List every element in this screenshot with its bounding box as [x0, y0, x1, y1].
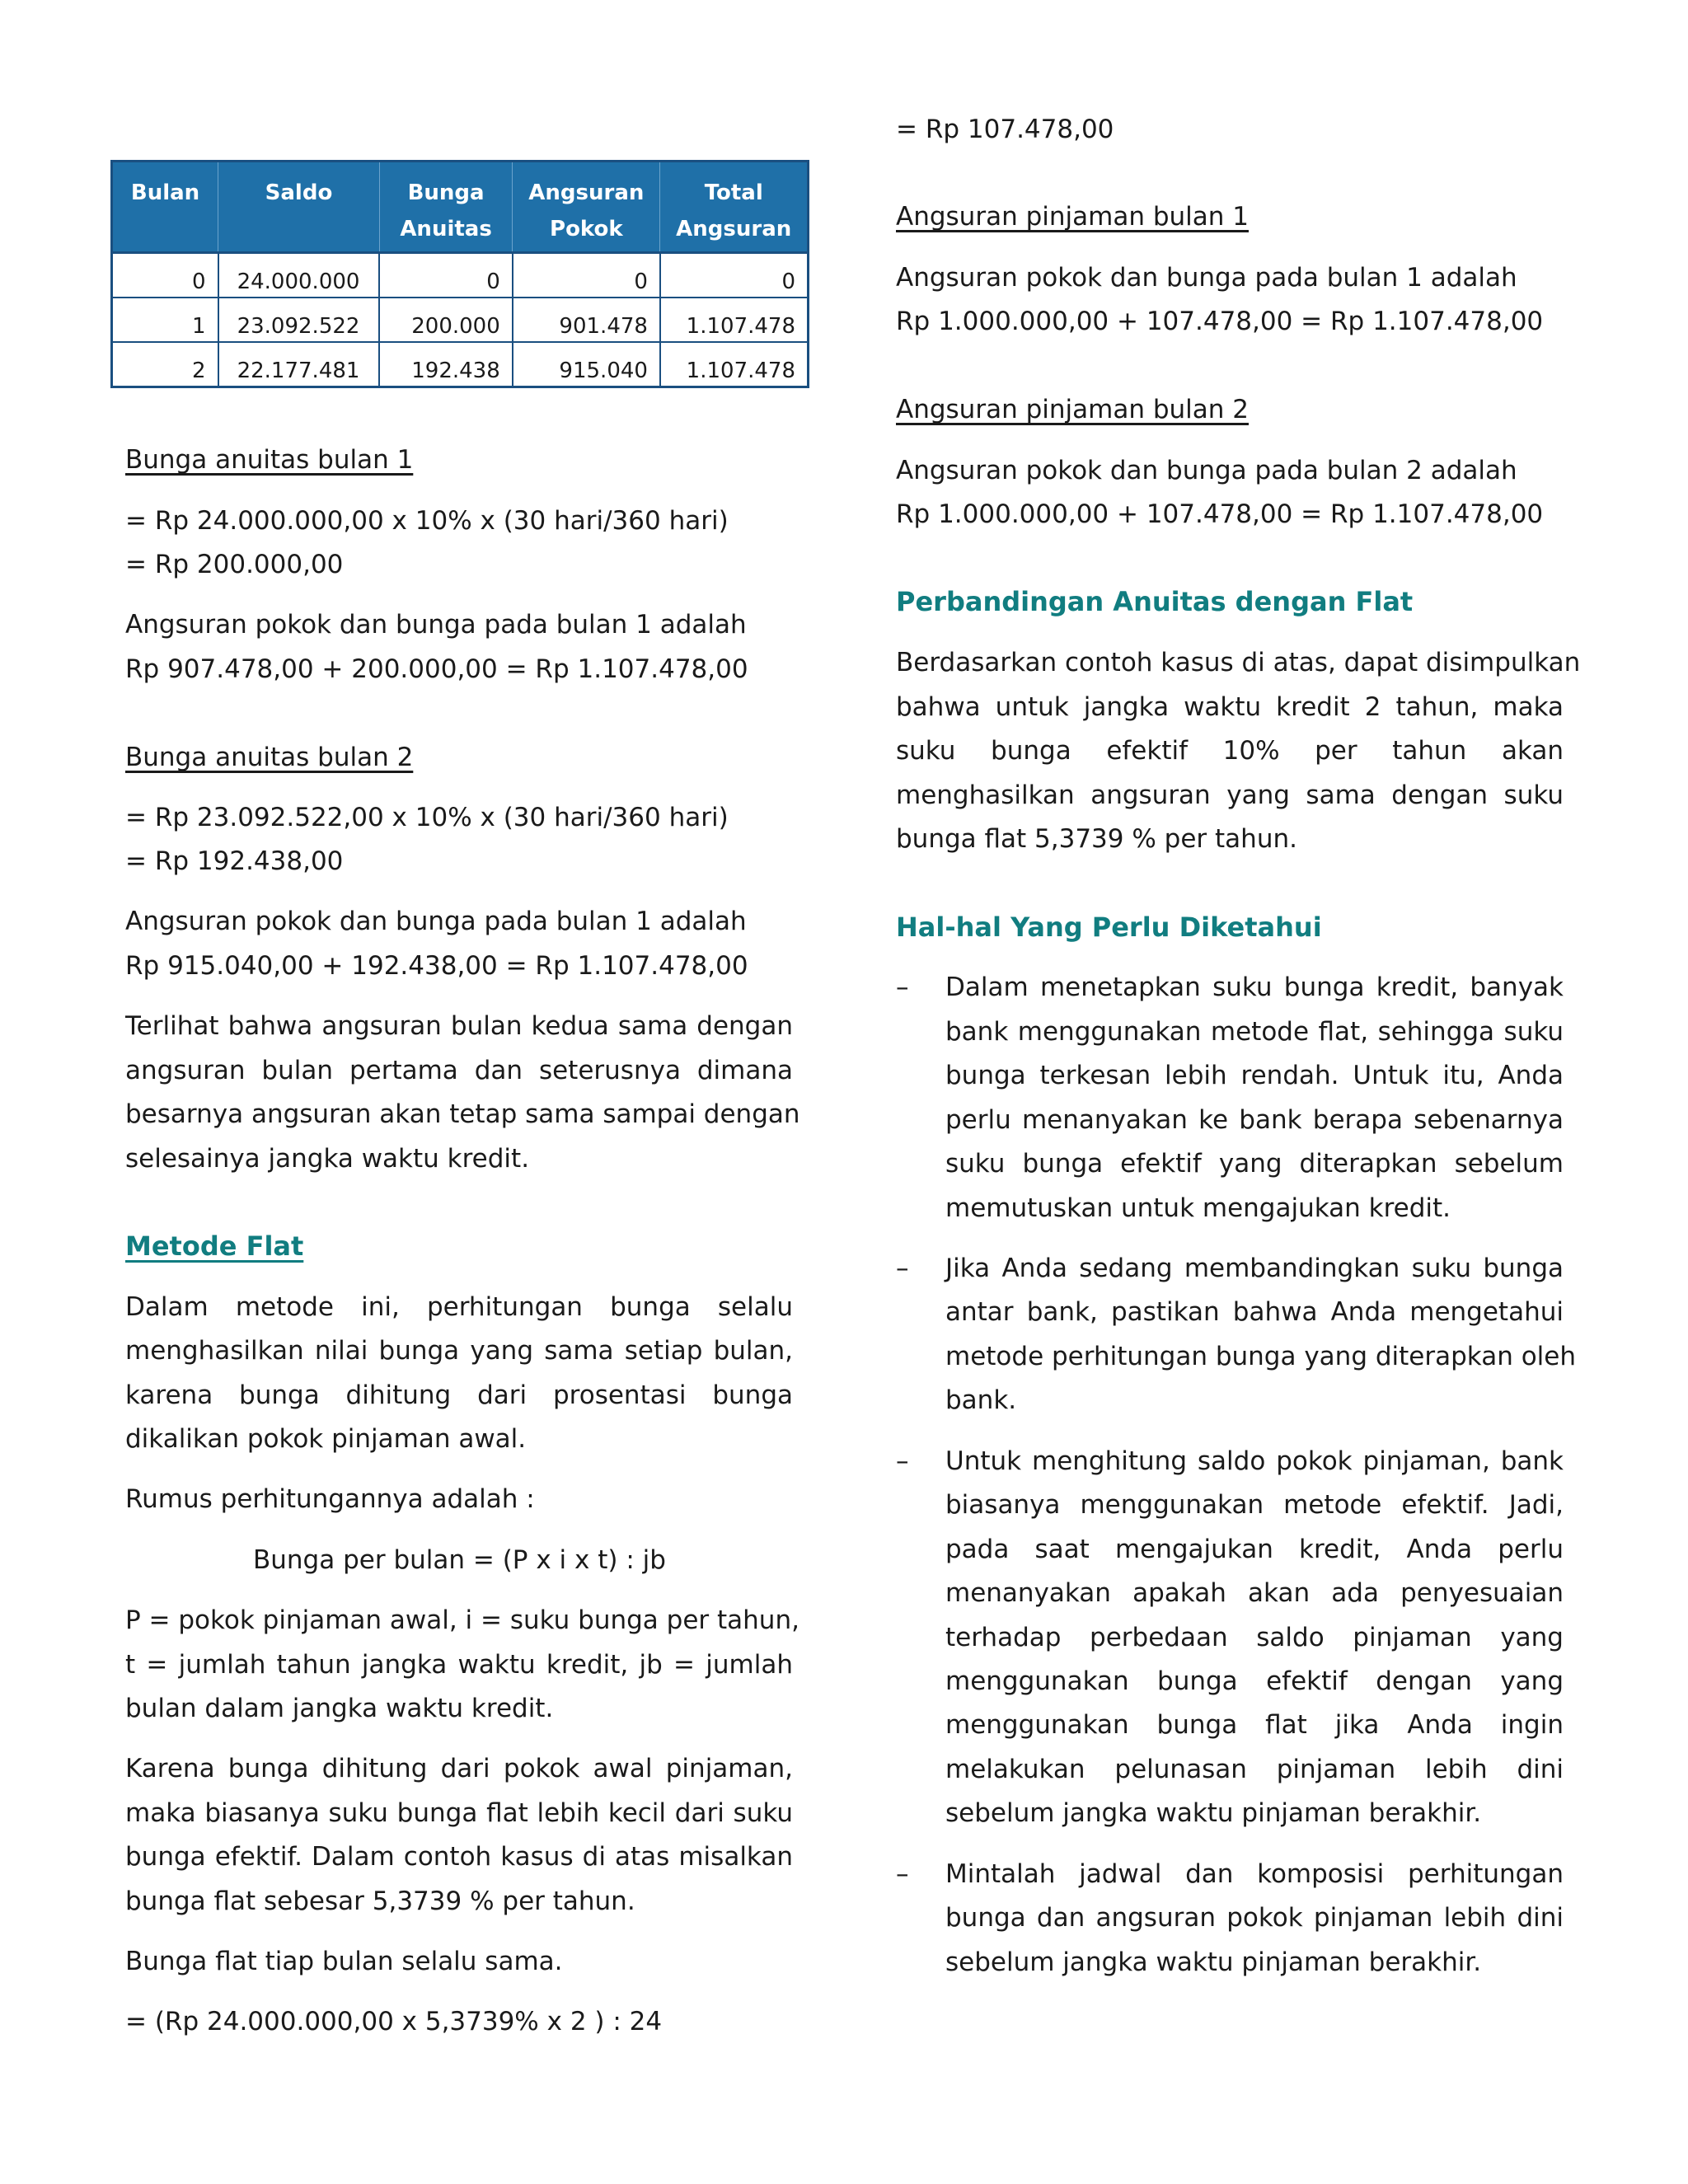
terlihat-line: Terlihat bahwa angsuran bulan kedua sama dengan [125, 1011, 793, 1041]
cell-total: 1.107.478 [660, 342, 809, 387]
bullet-line: melakukan pelunasan pinjaman lebih dini [945, 1755, 1564, 1784]
bullet-line: suku bunga efektif yang diterapkan sebelum [945, 1149, 1564, 1179]
karena-line: bunga efektif. Dalam contoh kasus di atas misalkan [125, 1842, 793, 1872]
bullet-line: memutuskan untuk mengajukan kredit. [945, 1193, 1451, 1223]
definisi-line: t = jumlah tahun jangka waktu kredit, jb = jumlah [125, 1650, 793, 1680]
cell-saldo: 22.177.481 [218, 342, 380, 387]
cell-bulan: 2 [112, 342, 218, 387]
bullet-dash: – [896, 1254, 909, 1283]
cell-total: 0 [660, 253, 809, 298]
header-saldo: Saldo [218, 162, 380, 253]
top-result: = Rp 107.478,00 [896, 115, 1114, 144]
flat-tiap: Bunga flat tiap bulan selalu sama. [125, 1947, 563, 1976]
perbandingan-line: menghasilkan angsuran yang sama dengan suku [896, 780, 1564, 810]
bunga2-angsuran1: Angsuran pokok dan bunga pada bulan 1 adalah [125, 907, 747, 936]
bullet-line: bank menggunakan metode flat, sehingga suku [945, 1017, 1564, 1047]
flat-para-line: dikalikan pokok pinjaman awal. [125, 1424, 527, 1454]
bunga2-title: Bunga anuitas bulan 2 [125, 743, 414, 772]
pinjaman1-line: Rp 1.000.000,00 + 107.478,00 = Rp 1.107.478,00 [896, 307, 1544, 336]
pinjaman2-line: Rp 1.000.000,00 + 107.478,00 = Rp 1.107.478,00 [896, 499, 1544, 529]
cell-saldo: 23.092.522 [218, 298, 380, 342]
table-header-row [112, 162, 809, 253]
cell-saldo: 24.000.000 [218, 253, 380, 298]
cell-bulan: 0 [112, 253, 218, 298]
perbandingan-heading: Perbandingan Anuitas dengan Flat [896, 586, 1414, 617]
cell-bunga: 0 [379, 253, 512, 298]
header-angsuran-pokok: Angsuran Pokok [513, 162, 660, 253]
cell-bunga: 192.438 [379, 342, 512, 387]
bunga2-calc1: = Rp 23.092.522,00 x 10% x (30 hari/360 hari) [125, 803, 729, 832]
bullet-line: menanyakan apakah akan ada penyesuaian [945, 1578, 1564, 1608]
bullet-line: pada saat mengajukan kredit, Anda perlu [945, 1535, 1564, 1564]
table-row [112, 253, 809, 298]
cell-bulan: 1 [112, 298, 218, 342]
bunga1-calc1: = Rp 24.000.000,00 x 10% x (30 hari/360 hari) [125, 506, 729, 536]
definisi-line: bulan dalam jangka waktu kredit. [125, 1694, 554, 1723]
bullet-dash: – [896, 1446, 909, 1476]
bullet-line: metode perhitungan bunga yang diterapkan oleh [945, 1342, 1576, 1371]
bunga2-angsuran2: Rp 915.040,00 + 192.438,00 = Rp 1.107.478,00 [125, 951, 748, 981]
bullet-line: menggunakan bunga efektif dengan yang [945, 1666, 1564, 1696]
definisi-line: P = pokok pinjaman awal, i = suku bunga per tahun, [125, 1605, 799, 1635]
terlihat-line: angsuran bulan pertama dan seterusnya dimana [125, 1056, 793, 1085]
bullet-line: Dalam menetapkan suku bunga kredit, banyak [945, 972, 1564, 1002]
bullet-dash: – [896, 972, 909, 1002]
bullet-line: terhadap perbedaan saldo pinjaman yang [945, 1623, 1564, 1652]
bullet-line: biasanya menggunakan metode efektif. Jadi, [945, 1490, 1564, 1520]
bunga1-calc2: = Rp 200.000,00 [125, 550, 344, 579]
flat-para-line: Dalam metode ini, perhitungan bunga selalu [125, 1292, 793, 1322]
amortization-table [110, 160, 809, 388]
cell-bunga: 200.000 [379, 298, 512, 342]
rumus-formula: Bunga per bulan = (P x i x t) : jb [253, 1545, 666, 1575]
flat-calc: = (Rp 24.000.000,00 x 5,3739% x 2 ) : 24 [125, 2007, 663, 2036]
flat-para-line: karena bunga dihitung dari prosentasi bunga [125, 1380, 793, 1410]
bullet-line: bunga terkesan lebih rendah. Untuk itu, Anda [945, 1061, 1564, 1090]
pinjaman1-line: Angsuran pokok dan bunga pada bulan 1 adalah [896, 263, 1517, 293]
bunga1-title: Bunga anuitas bulan 1 [125, 445, 414, 475]
perbandingan-line: bahwa untuk jangka waktu kredit 2 tahun, maka [896, 692, 1564, 722]
perbandingan-line: Berdasarkan contoh kasus di atas, dapat disimpulkan [896, 648, 1581, 677]
bullet-line: perlu menanyakan ke bank berapa sebenarnya [945, 1105, 1564, 1135]
bullet-line: sebelum jangka waktu pinjaman berakhir. [945, 1798, 1482, 1828]
karena-line: bunga flat sebesar 5,3739 % per tahun. [125, 1886, 635, 1916]
perbandingan-line: bunga flat 5,3739 % per tahun. [896, 824, 1297, 854]
bullet-line: Mintalah jadwal dan komposisi perhitungan [945, 1859, 1564, 1889]
bullet-line: bank. [945, 1385, 1017, 1415]
bullet-dash: – [896, 1859, 909, 1889]
bullet-line: antar bank, pastikan bahwa Anda mengetahui [945, 1297, 1564, 1327]
table-row [112, 342, 809, 387]
perbandingan-line: suku bunga efektif 10% per tahun akan [896, 736, 1564, 766]
cell-pokok: 901.478 [513, 298, 660, 342]
pinjaman2-title: Angsuran pinjaman bulan 2 [896, 395, 1249, 424]
cell-total: 1.107.478 [660, 298, 809, 342]
bullet-line: Jika Anda sedang membandingkan suku bunga [945, 1254, 1564, 1283]
table-row [112, 298, 809, 342]
karena-line: maka biasanya suku bunga flat lebih kecil dari suku [125, 1798, 793, 1828]
terlihat-line: selesainya jangka waktu kredit. [125, 1144, 530, 1174]
header-total-angsuran: Total Angsuran [660, 162, 809, 253]
hal-heading: Hal-hal Yang Perlu Diketahui [896, 912, 1322, 943]
terlihat-line: besarnya angsuran akan tetap sama sampai dengan [125, 1099, 800, 1129]
bullet-line: menggunakan bunga flat jika Anda ingin [945, 1710, 1564, 1740]
pinjaman2-line: Angsuran pokok dan bunga pada bulan 2 adalah [896, 456, 1517, 485]
header-bulan: Bulan [112, 162, 218, 253]
rumus-intro: Rumus perhitungannya adalah : [125, 1484, 535, 1514]
bullet-line: sebelum jangka waktu pinjaman berakhir. [945, 1947, 1482, 1977]
flat-para-line: menghasilkan nilai bunga yang sama setiap bulan, [125, 1336, 793, 1366]
bullet-line: bunga dan angsuran pokok pinjaman lebih dini [945, 1903, 1564, 1933]
bunga1-angsuran1: Angsuran pokok dan bunga pada bulan 1 adalah [125, 610, 747, 640]
bullet-line: Untuk menghitung saldo pokok pinjaman, bank [945, 1446, 1564, 1476]
bunga2-calc2: = Rp 192.438,00 [125, 846, 344, 876]
cell-pokok: 0 [513, 253, 660, 298]
pinjaman1-title: Angsuran pinjaman bulan 1 [896, 202, 1249, 232]
metode-flat-heading: Metode Flat [125, 1230, 304, 1262]
header-bunga-anuitas: Bunga Anuitas [379, 162, 512, 253]
karena-line: Karena bunga dihitung dari pokok awal pinjaman, [125, 1754, 793, 1783]
cell-pokok: 915.040 [513, 342, 660, 387]
bunga1-angsuran2: Rp 907.478,00 + 200.000,00 = Rp 1.107.478,00 [125, 654, 748, 684]
